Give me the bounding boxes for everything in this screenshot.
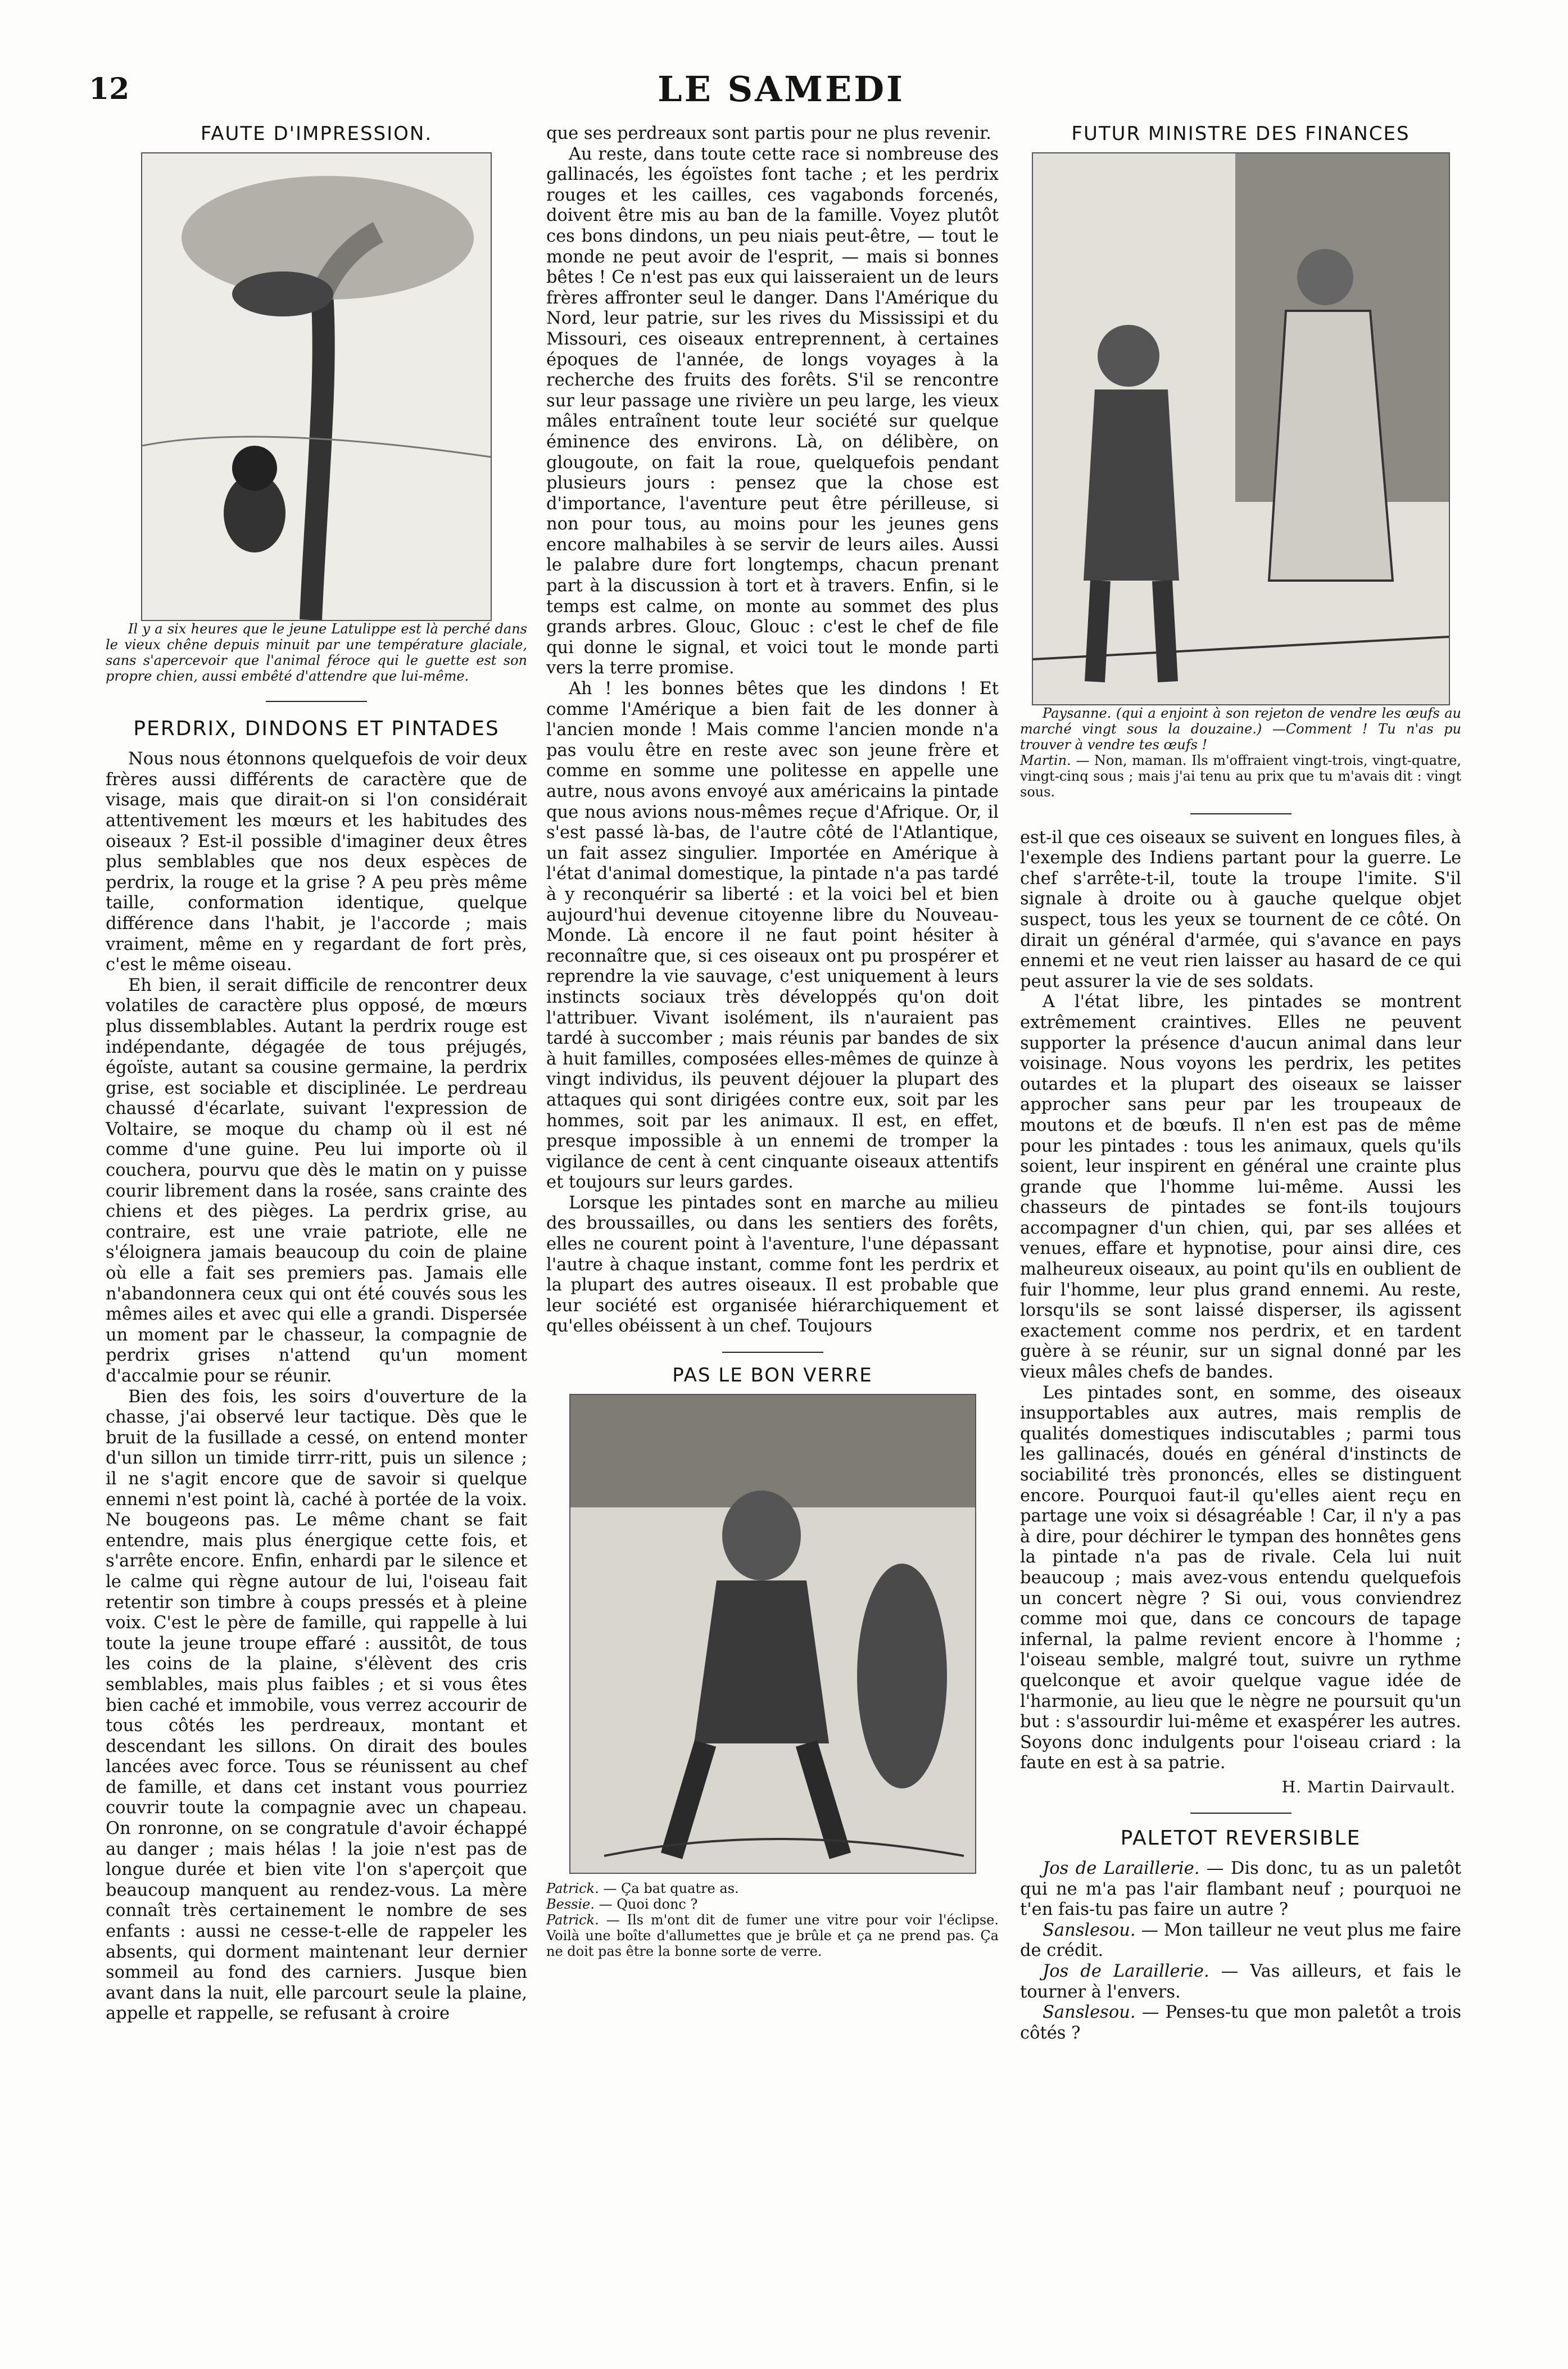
dialogue-speaker: Jos de Laraillerie. xyxy=(1043,1859,1200,1879)
dialogue-speaker: Sanslesou. xyxy=(1043,1920,1136,1940)
caption-line xyxy=(546,1881,999,1896)
illustration-title-faute: FAUTE D'IMPRESSION. xyxy=(200,123,433,145)
caption-intro: Paysanne. (qui a enjoint à son rejeton de vendre les œufs au marché vingt sous la douzaine.) —Comment ! Tu n'as pu trouver à vendre tes œufs ! xyxy=(1020,705,1461,753)
dialogue-title: PALETOT REVERSIBLE xyxy=(1120,1826,1361,1850)
paragraph: Au reste, dans toute cette race si nombreuse des gallinacés, les égoïstes font tache ; et les perdrix rouges et les cailles, ces vagabonds forcenés, doivent être mis au ban de la famille. Voyez plutôt ces bons dindons, un peu niais peut-être, — tout le monde ne peut avoir de l'esprit, — mais si bonnes bêtes ! Ce n'est pas eux qui laisseraient un de leurs frères affronter seul le danger. Dans l'Amérique du Nord, leur patrie, sur les rives du Mississipi et du Missouri, ces oiseaux entreprennent, à certaines époques de l'année, de longs voyages à la recherche des fruits des forêts. S'il se rencontre sur leur passage une rivière un peu large, les vieux mâles entraînent toute leur société sur quelque éminence des environs. Là, on délibère, on glougoute, on fait la roue, quelquefois pendant plusieurs jours : pensez que la chose est d'importance, l'aventure peut être périlleuse, si non pour tous, au moins pour les jeunes gens encore malhabiles à se servir de leurs ailes. Aussi le palabre dure fort longtemps, chacun prenant part à la discussion à tort et à travers. Enfin, si le temps est calme, on monte au sommet des plus grands arbres. Glouc, Glouc : c'est le chef de file qui donne le signal, et voici tout le monde parti vers la terre promise. xyxy=(546,144,999,678)
paragraph: Nous nous étonnons quelquefois de voir deux frères aussi différents de caractère que de visage, mais que dirait-on si l'on considérait attentivement les mœurs et les habitudes des oiseaux ? Est-il possible d'imaginer deux êtres plus semblables que nos deux espèces de perdrix, la rouge et la grise ? A peu près même taille, conformation identique, quelque différence dans l'habit, je l'accorde ; mais vraiment, même en y regardant de fort près, c'est le même oiseau. xyxy=(106,749,527,975)
caption-speaker: Patrick. xyxy=(546,1911,599,1928)
dialogue-text: — Vas ailleurs, et fais le tourner à l'envers. xyxy=(1020,1962,1461,2002)
illustration-tree-dog xyxy=(141,152,492,621)
illustration-tree-dog-drawing xyxy=(142,153,491,620)
paragraph: Lorsque les pintades sont en marche au milieu des broussailles, ou dans les sentiers des forêts, elles ne courent point à l'aventure, l'une dépassant l'autre à chaque instant, comme font les perdrix et la plupart des autres oiseaux. Il est probable que leur société est organisée hiérarchiquement et qu'elles obéissent à un chef. Toujours xyxy=(546,1193,999,1337)
paragraph: Ah ! les bonnes bêtes que les dindons ! Et comme l'Amérique a bien fait de les donner à l'ancien monde ! Mais comme l'ancien monde n'a pas voulu être en reste avec son jeune frère et comme en somme une politesse en appelle une autre, nous avons envoyé aux américains la pintade que nous avions nous-mêmes reçue d'Afrique. Or, il s'est passé là-bas, de l'autre côté de l'Atlantique, un fait assez singulier. Importée en Amérique à l'état d'animal domestique, la pintade n'a pas tardé à y reconquérir sa liberté : et la voici bel et bien aujourd'hui devenue citoyenne libre du Nouveau-Monde. Là encore il ne faut point hésiter à reconnaître que, si ces oiseaux ont pu prospérer et reprendre la vie sauvage, c'est uniquement à leurs instincts sociaux très développés qu'on doit l'attribuer. Vivant isolément, ils n'auraient pas tardé à succomber ; mais réunis par bandes de six à huit familles, composées elles-mêmes de quinze à vingt individus, ils peuvent déjouer la plupart des attaques qui sont dirigées contre eux, soit par les hommes, soit par les animaux. Il est, en effet, presque impossible à un ennemi de tromper la vigilance de cent à cent cinquante oiseaux attentifs et toujours sur leurs gardes. xyxy=(546,679,999,1193)
dialogue-text: — Dis donc, tu as un paletôt qui ne m'a pas l'air flambant neuf ; pourquoi ne t'en fais-tu pas faire un autre ? xyxy=(1020,1859,1461,1920)
illustration-caption-verre xyxy=(546,1881,999,1959)
divider xyxy=(266,701,367,702)
dialogue-line xyxy=(1020,1962,1461,2003)
caption-line xyxy=(546,1912,999,1959)
dialogue-text: — Penses-tu que mon paletôt a trois côtés ? xyxy=(1020,2003,1461,2043)
caption-text: — Ils m'ont dit de fumer une vitre pour voir l'éclipse. Voilà une boîte d'allumettes que je brûle et ça ne prend pas. Ça ne doit pas être la bonne sorte de verre. xyxy=(546,1911,999,1959)
illustration-mother-son xyxy=(1032,152,1450,705)
dialogue-line xyxy=(1020,2003,1461,2044)
caption-text: — Ça bat quatre as. xyxy=(599,1880,739,1896)
caption-text: — Quoi donc ? xyxy=(594,1896,698,1912)
article-title: PERDRIX, DINDONS ET PINTADES xyxy=(133,717,500,740)
column-right xyxy=(1020,124,1461,2044)
paragraph: A l'état libre, les pintades se montrent extrêmement craintives. Elles ne peuvent supporter la présence d'aucun animal dans leur voisinage. Nous voyons les perdrix, les petites outardes et la plupart des oiseaux se laisser approcher sans peur par les troupeaux de moutons et de bœufs. Il n'en est pas de même pour les pintades : tous les animaux, quels qu'ils soient, leur inspirent en général une crainte plus grande que l'homme lui-même. Aussi les chasseurs de pintades se font-ils toujours accompagner d'un chien, qui, par ses allées et venues, effare et hypnotise, pour ainsi dire, ces malheureux oiseaux, au point qu'ils en oublient de fuir l'homme, leur plus grand ennemi. Au reste, lorsqu'ils se sont laissé disperser, ils agissent exactement comme nos perdrix, et en tardent guère à se réunir, sur un signal donné par les vieux mâles chefs de bandes. xyxy=(1020,992,1461,1383)
paragraph: est-il que ces oiseaux se suivent en longues files, à l'exemple des Indiens partant pour la guerre. Le chef s'arrête-t-il, toute la troupe l'imite. S'il signale à droite ou à gauche quelque objet suspect, tous les yeux se tournent de ce côté. On dirait un général d'armée, qui s'avance en pays ennemi et ne veut rien laisser au hasard de ce qui peut assurer la vie de ses soldats. xyxy=(1020,827,1461,991)
illustration-title-ministre: FUTUR MINISTRE DES FINANCES xyxy=(1071,123,1410,145)
caption-reply: — Non, maman. Ils m'offraient vingt-trois, vingt-quatre, vingt-cinq sous ; mais j'ai tenu au prix que tu m'avais dit : vingt sous. xyxy=(1020,752,1461,800)
illustration-smoking-man xyxy=(569,1394,976,1874)
dialogue-speaker: Jos de Laraillerie. xyxy=(1043,1962,1209,1982)
illustration-title-verre: PAS LE BON VERRE xyxy=(672,1364,873,1387)
dialogue xyxy=(1020,1859,1461,2044)
column-left xyxy=(106,124,527,2024)
masthead: LE SAMEDI xyxy=(658,69,905,110)
paragraph: Les pintades sont, en somme, des oiseaux insupportables aux autres, mais remplis de qualités domestiques indiscutables ; parmi tous les gallinacés, doués en général d'instincts de sociabilité très prononcés, elles se distinguent encore. Pourquoi faut-il qu'elles aient reçu en partage une voix si désagréable ! Car, il n'y a pas à dire, pour déchirer le tympan des honnêtes gens la pintade n'a pas de rivale. Cela lui nuit beaucoup ; mais avez-vous entendu quelquefois un concert nègre ? Si oui, vous conviendrez comme moi que, dans ce concours de tapage infernal, la palme revient encore à l'homme ; l'oiseau semble, malgré tout, suivre un rythme quelconque et avoir quelque vague idée de l'harmonie, au lieu que le nègre ne poursuit qu'un but : s'assourdir lui-même et exaspérer les autres. Soyons donc indulgents pour l'oiseau criard : la faute en est à sa patrie. xyxy=(1020,1383,1461,1773)
divider xyxy=(1190,1813,1291,1814)
dialogue-line xyxy=(1020,1859,1461,1920)
paragraph: Bien des fois, les soirs d'ouverture de la chasse, j'ai observé leur tactique. Dès que le bruit de la fusillade a cessé, on entend monter d'un sillon un timide tirrr-ritt, puis un silence ; il ne s'agit encore que de savoir si quelque ennemi n'est point là, caché à portée de la voix. Ne bougeons pas. Le même chant se fait entendre, mais plus énergique cette fois, et s'arrête encore. Enfin, enhardi par le silence et le calme qui règne autour de lui, l'oiseau fait retentir son timbre à coups pressés et à pleine voix. C'est le père de famille, qui rappelle à lui toute la jeune troupe effaré : aussitôt, de tous les coins de la plaine, s'élèvent des cris semblables, mais plus faibles ; et si vous êtes bien caché et immobile, vous verrez accourir de tous côtés les perdreaux, montant et descendant les sillons. On dirait des boules lancées avec force. Tous se réunissent au chef de famille, et dans cet instant vous pourriez couvrir toute la compagnie avec un chapeau. On ronronne, on se congratule d'avoir échappé au danger ; mais hélas ! la joie n'est pas de longue durée et bien vite l'on s'aperçoit que beaucoup manquent au rendez-vous. La mère connaît très certainement le nombre de ses enfants : aussi ne cesse-t-elle de rappeler les absents, qui dorment maintenant leur dernier sommeil au fond des carniers. Jusque bien avant dans la nuit, elle parcourt seule la plaine, appelle et rappelle, se refusant à croire xyxy=(106,1387,527,2024)
illustration-caption-ministre xyxy=(1020,705,1461,800)
divider xyxy=(722,1352,823,1353)
illustration-smoking-man-drawing xyxy=(570,1395,975,1873)
paragraph: Eh bien, il serait difficile de rencontrer deux volatiles de caractère plus opposé, de mœurs plus dissemblables. Autant la perdrix rouge est indépendante, dégagée de tous préjugés, égoïste, autant sa cousine germaine, la perdrix grise, est sociable et disciplinée. Le perdreau chaussé d'écarlate, suivant l'expression de Voltaire, se moque du champ où il est né comme d'une guine. Peu lui importe où il couchera, pourvu que dès le matin on y puisse courir librement dans la rosée, sans crainte des chiens et des pièges. La perdrix grise, au contraire, est une vraie patriote, elle ne s'éloignera jamais beaucoup du coin de plaine où elle a fait ses premiers pas. Jamais elle n'abandonnera ceux qui ont été couvés sous les mêmes ailes et avec qui elle a grandi. Dispersée un moment par le chasseur, la compagnie de perdrix grises n'attend qu'un moment d'accalmie pour se réunir. xyxy=(106,975,527,1386)
illustration-caption-faute: Il y a six heures que le jeune Latulippe est là perché dans le vieux chêne depuis minuit par une température glaciale, sans s'apercevoir que l'animal féroce qui le guette est son propre chien, aussi embêté d'attendre que lui-même. xyxy=(106,620,527,684)
dialogue-text: — Mon tailleur ne veut plus me faire de crédit. xyxy=(1020,1920,1461,1961)
dialogue-line xyxy=(1020,1920,1461,1962)
caption-speaker: Martin. xyxy=(1020,752,1071,768)
paragraph: que ses perdreaux sont partis pour ne plus revenir. xyxy=(546,124,991,143)
column-middle xyxy=(546,124,999,1959)
dialogue-speaker: Sanslesou. xyxy=(1043,2003,1136,2023)
page-number: 12 xyxy=(89,72,130,106)
caption-line xyxy=(546,1896,999,1912)
caption-speaker: Patrick. xyxy=(546,1880,599,1896)
caption-speaker: Bessie. xyxy=(546,1896,595,1912)
divider xyxy=(1190,813,1291,814)
illustration-mother-son-drawing xyxy=(1033,153,1449,704)
author-signature: H. Martin Dairvault. xyxy=(1281,1777,1456,1796)
